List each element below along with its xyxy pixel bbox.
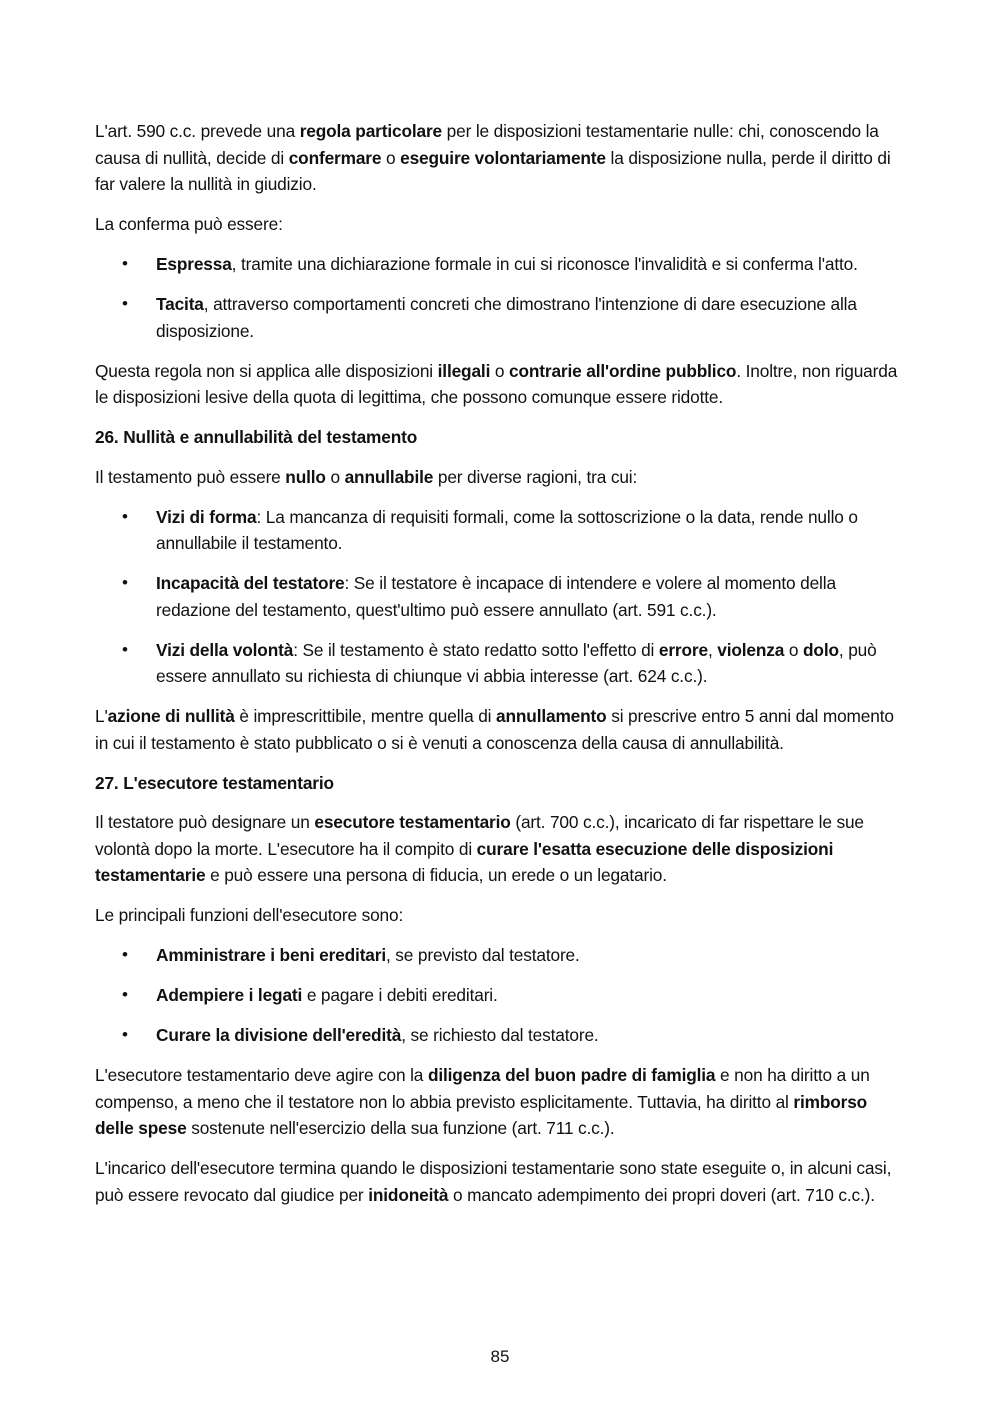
section-heading-26: 26. Nullità e annullabilità del testamento <box>95 427 418 447</box>
bullet-icon: • <box>122 945 128 964</box>
bullet-icon: • <box>122 506 128 526</box>
bold-term: regola particolare <box>299 121 443 141</box>
list-item: • Vizi di forma: La mancanza di requisiti formali, come la sottoscrizione o la data, rende nullo o annullabile il testamento. <box>95 504 905 557</box>
executor-functions-list <box>95 942 905 1049</box>
bullet-icon: • <box>122 254 128 273</box>
bullet-icon: • <box>122 573 128 592</box>
paragraph-ragioni: Il testamento può essere nullo o annullabile per diverse ragioni, tra cui: <box>95 466 638 487</box>
paragraph-funzioni: Le principali funzioni dell'esecutore sono: <box>95 905 404 925</box>
list-item: • Curare la divisione dell'eredità, se richiesto dal testatore. <box>95 1022 905 1049</box>
paragraph-art-590: L'art. 590 c.c. prevede una regola particolare per le disposizioni testamentarie nulle: chi, conoscendo la causa di nullità, decide di confermare o eseguire volontariamente la disposizione nulla, perde il diritto di far valere la nullità in giudizio. <box>95 121 891 194</box>
bold-term: eseguire volontariamente <box>400 147 606 168</box>
bullet-icon: • <box>122 1025 128 1044</box>
list-item: • Tacita, attraverso comportamenti concreti che dimostrano l'intenzione di dare esecuzione alla disposizione. <box>95 291 905 344</box>
paragraph-diligenza: L'esecutore testamentario deve agire con la diligenza del buon padre di famiglia e non ha diritto a un compenso, a meno che il testatore non lo abbia previsto esplicitamente. Tuttavia, ha diritto al rimborso delle spese sostenute nell'esercizio della sua funzione (art. 711 c.c.). <box>95 1065 870 1138</box>
list-item: • Vizi della volontà: Se il testamento è stato redatto sotto l'effetto di errore, violenza o dolo, può essere annullato su richiesta di chiunque vi abbia interesse (art. 624 c.c.). <box>95 637 905 690</box>
paragraph-azione-nullita: L'azione di nullità è imprescrittibile, mentre quella di annullamento si prescrive entro 5 anni dal momento in cui il testamento è stato pubblicato o si è venuti a conoscenza della causa di annullabilità. <box>95 706 894 753</box>
list-item: • Amministrare i beni ereditari, se previsto dal testatore. <box>95 942 905 969</box>
section-heading-27: 27. L'esecutore testamentario <box>95 772 334 793</box>
list-item: • Incapacità del testatore: Se il testatore è incapace di intendere e volere al momento della redazione del testamento, quest'ultimo può essere annullato (art. 591 c.c.). <box>95 570 905 623</box>
page-number: 85 <box>490 1347 510 1366</box>
bullet-icon: • <box>122 294 128 313</box>
bold-term: confermare <box>288 147 382 168</box>
paragraph-incarico: L'incarico dell'esecutore termina quando le disposizioni testamentarie sono state eseguite o, in alcuni casi, può essere revocato dal giudice per inidoneità o mancato adempimento dei propri doveri (art. 710 c.c.). <box>95 1158 892 1205</box>
paragraph-conferma: La conferma può essere: <box>95 214 283 234</box>
bullet-icon: • <box>122 985 128 1004</box>
bullet-icon: • <box>122 639 128 659</box>
invalidity-reasons-list <box>95 504 905 690</box>
list-item: • Espressa, tramite una dichiarazione formale in cui si riconosce l'invalidità e si conferma l'atto. <box>95 251 905 278</box>
paragraph-esecutore: Il testatore può designare un esecutore testamentario (art. 700 c.c.), incaricato di far rispettare le sue volontà dopo la morte. L'esecutore ha il compito di curare l'esatta esecuzione delle disposizioni testamentarie e può essere una persona di fiducia, un erede o un legatario. <box>95 812 864 885</box>
document-page <box>95 118 905 1222</box>
paragraph-eccezioni: Questa regola non si applica alle disposizioni illegali o contrarie all'ordine pubblico. Inoltre, non riguarda le disposizioni lesive della quota di legittima, che possono comunque essere ridotte. <box>95 360 898 407</box>
list-item: • Adempiere i legati e pagare i debiti ereditari. <box>95 982 905 1009</box>
confirmation-list <box>95 251 905 344</box>
